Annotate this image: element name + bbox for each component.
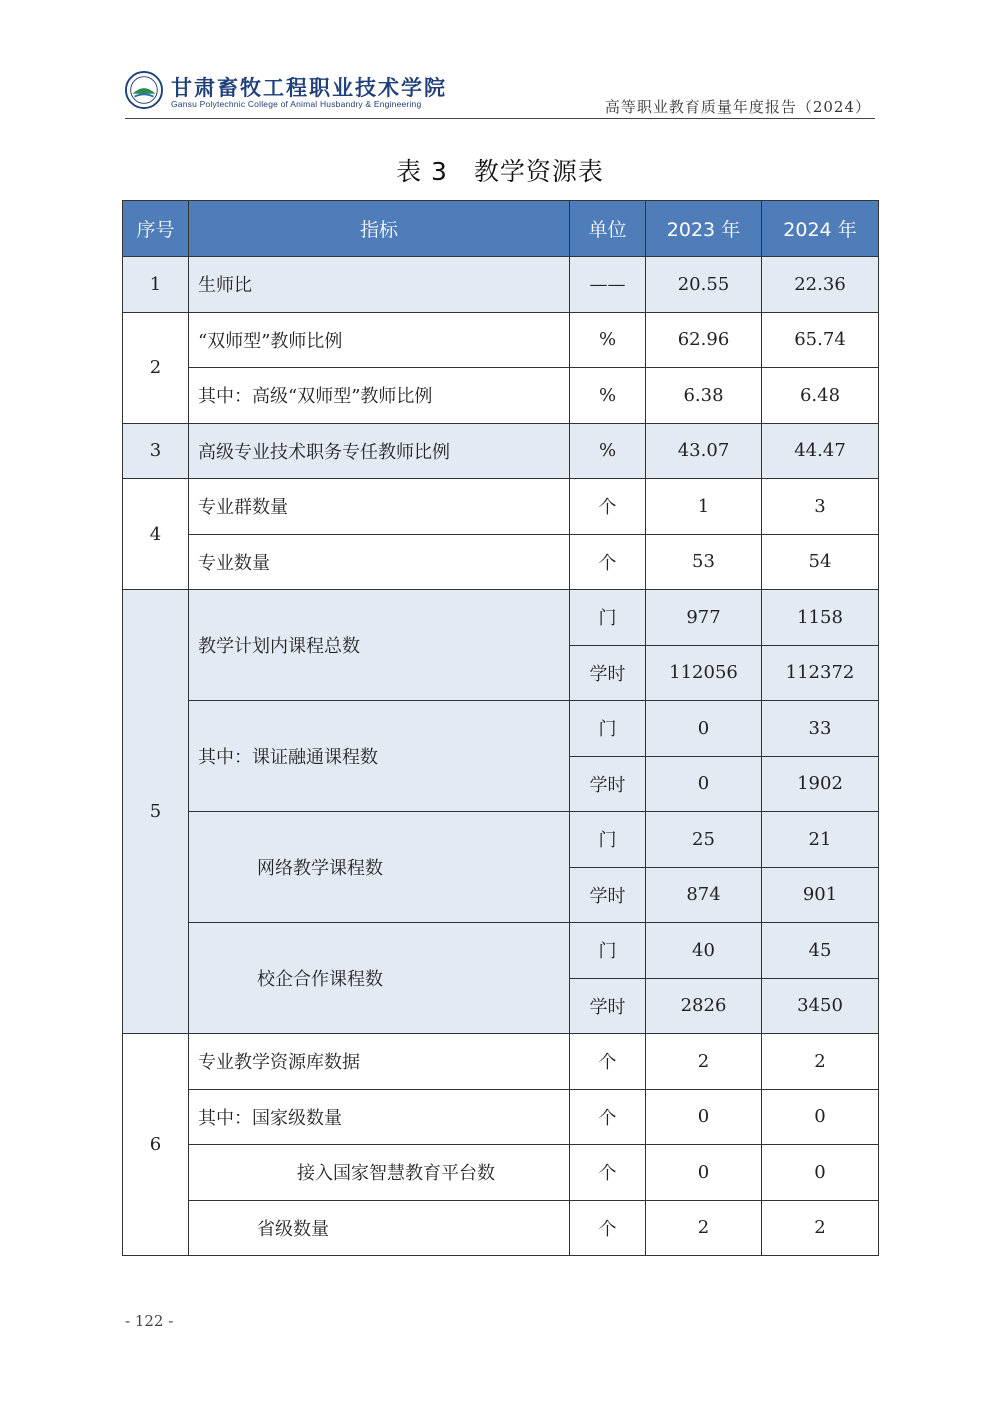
table-row bbox=[123, 1145, 879, 1201]
row-value-2024: 45 bbox=[762, 923, 879, 979]
row-value-2024: 2 bbox=[762, 1034, 879, 1090]
row-value-2023: 62.96 bbox=[646, 312, 762, 368]
row-unit: % bbox=[570, 312, 646, 368]
college-name-en: Gansu Polytechnic College of Animal Husbandry & Engineering bbox=[171, 99, 422, 109]
header-2024: 2024 年 bbox=[762, 201, 879, 257]
row-value-2023: 874 bbox=[646, 867, 762, 923]
row-value-2023: 40 bbox=[646, 923, 762, 979]
row-value-2024: 112372 bbox=[762, 645, 879, 701]
row-value-2023: 25 bbox=[646, 812, 762, 868]
row-unit: 个 bbox=[570, 479, 646, 535]
row-unit: 学时 bbox=[570, 978, 646, 1034]
row-unit: 个 bbox=[570, 1089, 646, 1145]
row-indicator: 专业数量 bbox=[189, 534, 570, 590]
row-value-2023: 0 bbox=[646, 1089, 762, 1145]
row-unit: 个 bbox=[570, 1034, 646, 1090]
row-no: 1 bbox=[123, 257, 189, 313]
row-value-2023: 2 bbox=[646, 1200, 762, 1256]
table-header-row bbox=[123, 201, 879, 257]
page-header bbox=[125, 68, 875, 119]
row-value-2024: 901 bbox=[762, 867, 879, 923]
row-indicator: “双师型”教师比例 bbox=[189, 312, 570, 368]
table-row bbox=[123, 1089, 879, 1145]
table-row bbox=[123, 312, 879, 368]
header-no: 序号 bbox=[123, 201, 189, 257]
row-value-2024: 44.47 bbox=[762, 423, 879, 479]
college-name-cn: 甘肃畜牧工程职业技术学院 bbox=[171, 76, 447, 100]
row-no: 2 bbox=[123, 312, 189, 423]
row-indicator: 其中：课证融通课程数 bbox=[189, 701, 570, 812]
row-value-2024: 33 bbox=[762, 701, 879, 757]
row-indicator: 其中：高级“双师型”教师比例 bbox=[189, 368, 570, 424]
row-unit: 门 bbox=[570, 590, 646, 646]
row-value-2023: 53 bbox=[646, 534, 762, 590]
row-value-2023: 6.38 bbox=[646, 368, 762, 424]
row-unit: —— bbox=[570, 257, 646, 313]
row-unit: 门 bbox=[570, 923, 646, 979]
row-value-2024: 0 bbox=[762, 1089, 879, 1145]
table-row bbox=[123, 1034, 879, 1090]
table-row bbox=[123, 923, 879, 979]
table-row bbox=[123, 701, 879, 757]
teaching-resources-table bbox=[122, 200, 879, 1256]
row-unit: 个 bbox=[570, 1200, 646, 1256]
page-number: - 122 - bbox=[125, 1312, 174, 1330]
row-value-2024: 3 bbox=[762, 479, 879, 535]
table-row bbox=[123, 257, 879, 313]
row-unit: % bbox=[570, 368, 646, 424]
row-indicator: 专业教学资源库数据 bbox=[189, 1034, 570, 1090]
row-unit: 门 bbox=[570, 812, 646, 868]
row-value-2024: 0 bbox=[762, 1145, 879, 1201]
row-indicator: 网络教学课程数 bbox=[189, 812, 570, 923]
row-indicator: 生师比 bbox=[189, 257, 570, 313]
row-value-2023: 1 bbox=[646, 479, 762, 535]
row-indicator: 教学计划内课程总数 bbox=[189, 590, 570, 701]
header-indicator: 指标 bbox=[189, 201, 570, 257]
row-value-2023: 2 bbox=[646, 1034, 762, 1090]
row-unit: 门 bbox=[570, 701, 646, 757]
header-2023: 2023 年 bbox=[646, 201, 762, 257]
row-value-2024: 21 bbox=[762, 812, 879, 868]
row-value-2024: 1158 bbox=[762, 590, 879, 646]
college-logo-icon bbox=[125, 71, 163, 109]
row-value-2024: 3450 bbox=[762, 978, 879, 1034]
table-row bbox=[123, 812, 879, 868]
row-value-2023: 20.55 bbox=[646, 257, 762, 313]
row-no: 6 bbox=[123, 1034, 189, 1256]
report-title: 高等职业教育质量年度报告（2024） bbox=[604, 98, 871, 116]
row-indicator: 省级数量 bbox=[189, 1200, 570, 1256]
row-unit: 学时 bbox=[570, 756, 646, 812]
table-row bbox=[123, 479, 879, 535]
row-value-2023: 977 bbox=[646, 590, 762, 646]
row-value-2023: 2826 bbox=[646, 978, 762, 1034]
row-value-2024: 6.48 bbox=[762, 368, 879, 424]
row-indicator: 高级专业技术职务专任教师比例 bbox=[189, 423, 570, 479]
row-value-2023: 43.07 bbox=[646, 423, 762, 479]
table-title: 表 3 教学资源表 bbox=[396, 157, 604, 186]
row-value-2024: 54 bbox=[762, 534, 879, 590]
row-indicator: 其中：国家级数量 bbox=[189, 1089, 570, 1145]
table-row bbox=[123, 1200, 879, 1256]
row-value-2023: 0 bbox=[646, 756, 762, 812]
table-row bbox=[123, 534, 879, 590]
table-row bbox=[123, 590, 879, 646]
row-no: 3 bbox=[123, 423, 189, 479]
row-unit: % bbox=[570, 423, 646, 479]
row-value-2023: 112056 bbox=[646, 645, 762, 701]
row-indicator: 接入国家智慧教育平台数 bbox=[189, 1145, 570, 1201]
row-unit: 个 bbox=[570, 1145, 646, 1201]
row-unit: 学时 bbox=[570, 645, 646, 701]
row-no: 5 bbox=[123, 590, 189, 1034]
row-indicator: 专业群数量 bbox=[189, 479, 570, 535]
row-unit: 个 bbox=[570, 534, 646, 590]
table-row bbox=[123, 423, 879, 479]
row-no: 4 bbox=[123, 479, 189, 590]
row-value-2023: 0 bbox=[646, 1145, 762, 1201]
row-value-2024: 22.36 bbox=[762, 257, 879, 313]
row-value-2024: 2 bbox=[762, 1200, 879, 1256]
table-row bbox=[123, 368, 879, 424]
row-value-2024: 65.74 bbox=[762, 312, 879, 368]
row-indicator: 校企合作课程数 bbox=[189, 923, 570, 1034]
row-value-2023: 0 bbox=[646, 701, 762, 757]
row-value-2024: 1902 bbox=[762, 756, 879, 812]
row-unit: 学时 bbox=[570, 867, 646, 923]
header-unit: 单位 bbox=[570, 201, 646, 257]
